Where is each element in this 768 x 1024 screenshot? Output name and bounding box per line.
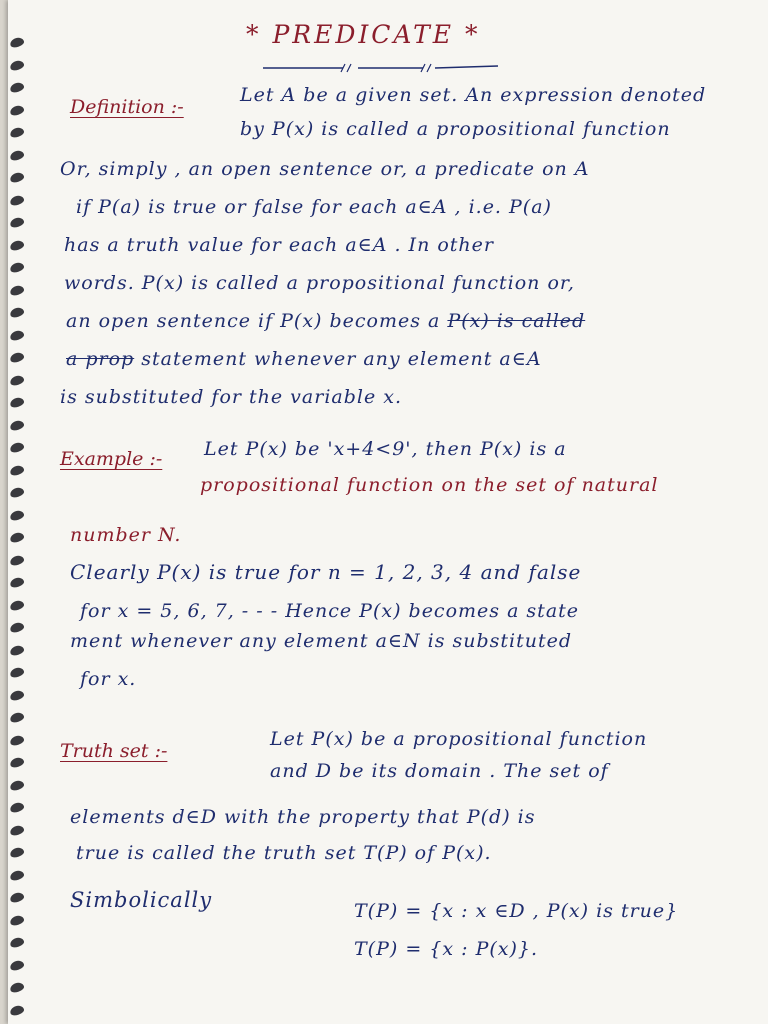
definition-line-3: Or, simply , an open sentence or, a predicate on A bbox=[60, 158, 590, 180]
example-line-3: number N. bbox=[70, 524, 182, 546]
truth-set-label: Truth set :- bbox=[60, 740, 168, 762]
truth-set-equation-1: T(P) = {x : x ∈D , P(x) is true} bbox=[354, 900, 679, 922]
binding-hole bbox=[9, 531, 25, 544]
binding-hole bbox=[9, 666, 25, 679]
binding-hole bbox=[9, 756, 25, 769]
binding-hole bbox=[9, 599, 25, 612]
binding-hole bbox=[9, 869, 25, 882]
symbolically-label: Simbolically bbox=[70, 888, 213, 912]
binding-hole bbox=[9, 711, 25, 724]
binding-hole bbox=[9, 261, 25, 274]
binding-hole bbox=[9, 486, 25, 499]
binding-hole bbox=[9, 284, 25, 297]
binding-hole bbox=[9, 734, 25, 747]
binding-hole bbox=[9, 1004, 25, 1017]
binding-hole bbox=[9, 914, 25, 927]
definition-line-5: has a truth value for each a∈A . In other bbox=[64, 234, 494, 256]
binding-hole bbox=[9, 104, 25, 117]
example-line-5: for x = 5, 6, 7, - - - Hence P(x) becomes a state bbox=[80, 600, 580, 622]
truth-set-equation-2: T(P) = {x : P(x)}. bbox=[354, 938, 539, 960]
binding-hole bbox=[9, 81, 25, 94]
definition-struck-prop: a prop bbox=[66, 348, 135, 370]
binding-hole bbox=[9, 576, 25, 589]
notebook-page bbox=[8, 0, 768, 1024]
definition-struck-text: P(x) is called bbox=[447, 310, 586, 332]
binding-hole bbox=[9, 419, 25, 432]
example-line-2: propositional function on the set of natural bbox=[200, 474, 659, 496]
definition-line-8 bbox=[66, 348, 542, 370]
binding-hole bbox=[9, 554, 25, 567]
binding-hole bbox=[9, 329, 25, 342]
truth-set-line-4: true is called the truth set T(P) of P(x). bbox=[76, 842, 492, 864]
binding-hole bbox=[9, 824, 25, 837]
truth-set-line-3: elements d∈D with the property that P(d) is bbox=[70, 806, 536, 828]
example-line-7: for x. bbox=[80, 668, 137, 690]
binding-hole bbox=[9, 936, 25, 949]
binding-hole bbox=[9, 981, 25, 994]
example-label: Example :- bbox=[60, 448, 163, 470]
binding-hole bbox=[9, 59, 25, 72]
binding-hole bbox=[9, 396, 25, 409]
binding-hole bbox=[9, 464, 25, 477]
binding-hole bbox=[9, 441, 25, 454]
definition-label: Definition :- bbox=[70, 96, 184, 118]
binding-hole bbox=[9, 689, 25, 702]
example-line-1: Let P(x) be 'x+4<9', then P(x) is a bbox=[204, 438, 567, 460]
title-underline bbox=[263, 60, 503, 74]
binding-hole bbox=[9, 779, 25, 792]
binding-hole bbox=[9, 126, 25, 139]
binding-hole bbox=[9, 239, 25, 252]
binding-hole bbox=[9, 171, 25, 184]
example-line-4: Clearly P(x) is true for n = 1, 2, 3, 4 and false bbox=[70, 560, 582, 584]
binding-hole bbox=[9, 149, 25, 162]
binding-hole bbox=[9, 509, 25, 522]
binding-hole bbox=[9, 36, 25, 49]
binding-hole bbox=[9, 891, 25, 904]
truth-set-line-2: and D be its domain . The set of bbox=[270, 760, 609, 782]
definition-line-6: words. P(x) is called a propositional function or, bbox=[64, 272, 575, 294]
spiral-binding bbox=[8, 0, 30, 1024]
truth-set-line-1: Let P(x) be a propositional function bbox=[270, 728, 648, 750]
binding-hole bbox=[9, 801, 25, 814]
binding-hole bbox=[9, 644, 25, 657]
definition-line-9: is substituted for the variable x. bbox=[60, 386, 403, 408]
binding-hole bbox=[9, 194, 25, 207]
binding-hole bbox=[9, 306, 25, 319]
page-title: * PREDICATE * bbox=[246, 20, 481, 49]
binding-hole bbox=[9, 959, 25, 972]
definition-line-2: by P(x) is called a propositional function bbox=[240, 118, 671, 140]
binding-hole bbox=[9, 374, 25, 387]
definition-line-7 bbox=[66, 310, 585, 332]
definition-line-4: if P(a) is true or false for each a∈A , i.e. P(a) bbox=[76, 196, 552, 218]
binding-hole bbox=[9, 351, 25, 364]
definition-line-8-text: statement whenever any element a∈A bbox=[141, 348, 542, 370]
binding-hole bbox=[9, 621, 25, 634]
example-line-6: ment whenever any element a∈N is substituted bbox=[70, 630, 573, 652]
definition-line-7-text: an open sentence if P(x) becomes a bbox=[66, 310, 441, 332]
binding-hole bbox=[9, 216, 25, 229]
definition-line-1: Let A be a given set. An expression denoted bbox=[240, 84, 707, 106]
binding-hole bbox=[9, 846, 25, 859]
